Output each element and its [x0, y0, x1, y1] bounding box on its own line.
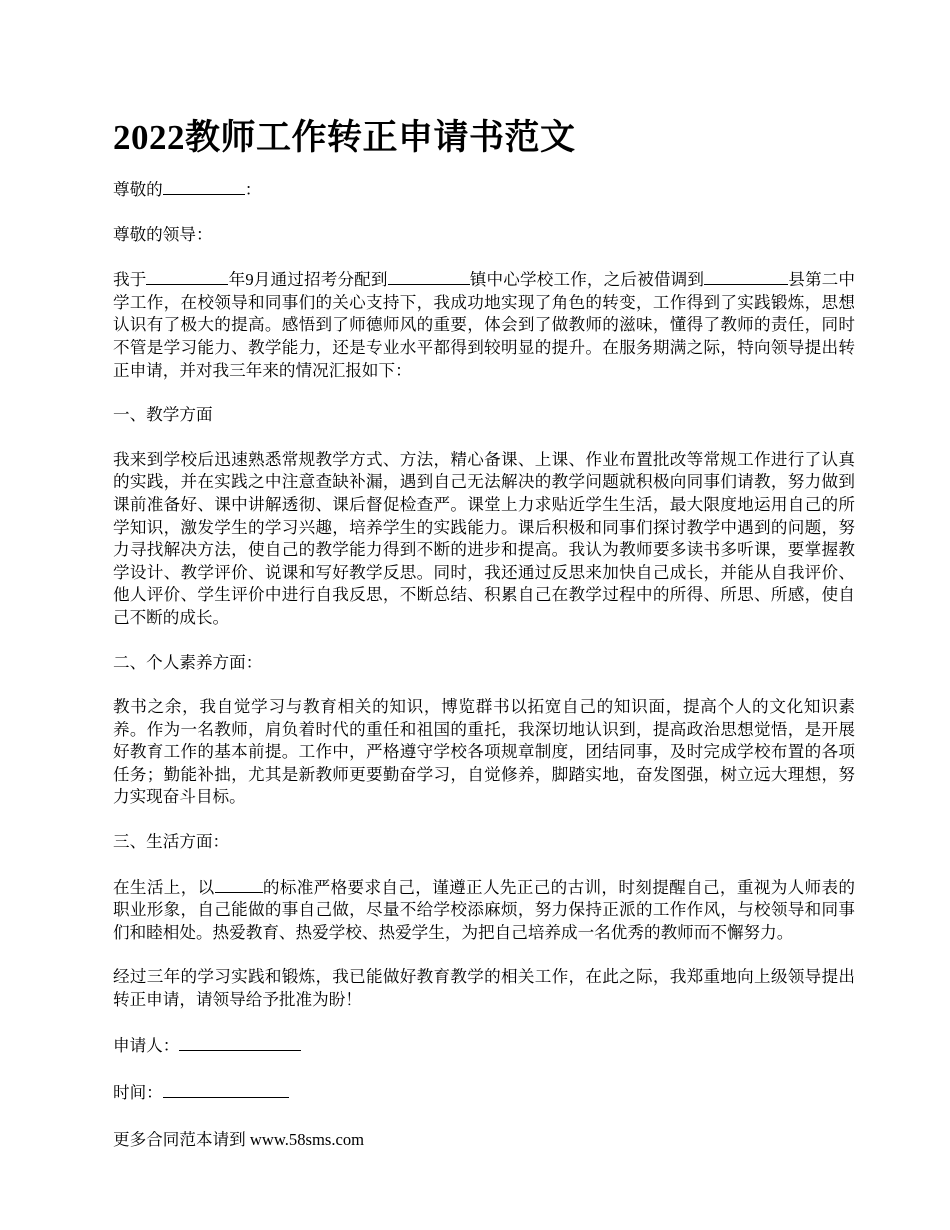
blank-year [146, 268, 228, 285]
blank-date [163, 1081, 289, 1098]
salutation-text: 尊敬的 [113, 180, 163, 199]
salutation-blank [113, 178, 855, 202]
section2-heading: 二、个人素养方面： [113, 652, 263, 672]
intro-paragraph [113, 268, 855, 382]
salutation-colon: ： [244, 180, 262, 199]
document-page [113, 112, 855, 1175]
applicant-line [113, 1034, 855, 1058]
intro-text-4: 县第二中学工作，在校领导和同事们的关心支持下，我成功地实现了角色的转变，工作得到了实践锻炼，思想认识有了极大的提高。感悟到了师德师风的重要，体会到了做教师的滋味，懂得了教师的责任，同时不管是学习能力、教学能力，还是专业水平都得到较明显的提升。在服务期满之际，特向领导提出转正申请，并对我三年来的情况汇报如下： [113, 270, 856, 380]
section3-text-1: 在生活上，以 [113, 877, 215, 897]
section3-heading: 三、生活方面： [113, 832, 230, 852]
section1-heading: 一、教学方面 [113, 405, 213, 425]
blank-standard [215, 876, 263, 893]
section3-text-2: 的标准严格要求自己，谨遵正人先正己的古训，时刻提醒自己，重视为人师表的职业形象，自己能做的事自己做，尽量不给学校添麻烦，努力保持正派的工作作风，与校领导和同事们和睦相处。热爱教育、热爱学校、热爱学生，为把自己培养成一名优秀的教师而不懈努力。 [113, 877, 855, 942]
blank-applicant [179, 1034, 301, 1051]
blank-town [388, 268, 470, 285]
salutation-leader: 尊敬的领导： [113, 224, 213, 244]
section3-body [113, 876, 855, 945]
date-line [113, 1081, 855, 1105]
blank-county-a [704, 268, 752, 285]
document-title: 2022教师工作转正申请书范文 [113, 118, 576, 157]
date-label: 时间： [113, 1083, 163, 1103]
blank-recipient [163, 178, 245, 195]
intro-text-1: 我于 [113, 270, 147, 290]
applicant-label: 申请人： [113, 1035, 180, 1055]
intro-text-3: 镇中心学校工作，之后被借调到 [469, 270, 705, 290]
intro-text-2: 年9月通过招考分配到 [228, 270, 388, 290]
section1-body: 我来到学校后迅速熟悉常规教学方式、方法，精心备课、上课、作业布置批改等常规工作进行了认真的实践，并在实践之中注意查缺补漏，遇到自己无法解决的教学问题就积极向同事们请教，努力做到课前准备好、课中讲解透彻、课后督促检查严。课堂上力求贴近学生生活，最大限度地运用自己的所学知识，激发学生的学习兴趣，培养学生的实践能力。课后积极和同事们探讨教学中遇到的问题，努力寻找解决方法，使自己的教学能力得到不断的进步和提高。我认为教师要多读书多听课，要掌握教学设计、教学评价、说课和写好教学反思。同时，我还通过反思来加快自己成长，并能从自我评价、他人评价、学生评价中进行自我反思，不断总结、积累自己在教学过程中的所得、所思、所感，使自己不断的成长。 [113, 449, 855, 627]
footer-note: 更多合同范本请到 www.58sms.com [113, 1129, 365, 1149]
section2-body: 教书之余，我自觉学习与教育相关的知识，博览群书以拓宽自己的知识面，提高个人的文化知识素养。作为一名教师，肩负着时代的重任和祖国的重托，我深切地认识到，提高政治思想觉悟，是开展好教育工作的基本前提。工作中，严格遵守学校各项规章制度，团结同事，及时完成学校布置的各项任务；勤能补拙，尤其是新教师更要勤奋学习，自觉修养，脚踏实地，奋发图强，树立远大理想，努力实现奋斗目标。 [113, 697, 855, 807]
blank-county-b [752, 268, 788, 285]
closing-paragraph: 经过三年的学习实践和锻炼，我已能做好教育教学的相关工作，在此之际，我郑重地向上级领导提出转正申请，请领导给予批准为盼！ [113, 967, 855, 1010]
